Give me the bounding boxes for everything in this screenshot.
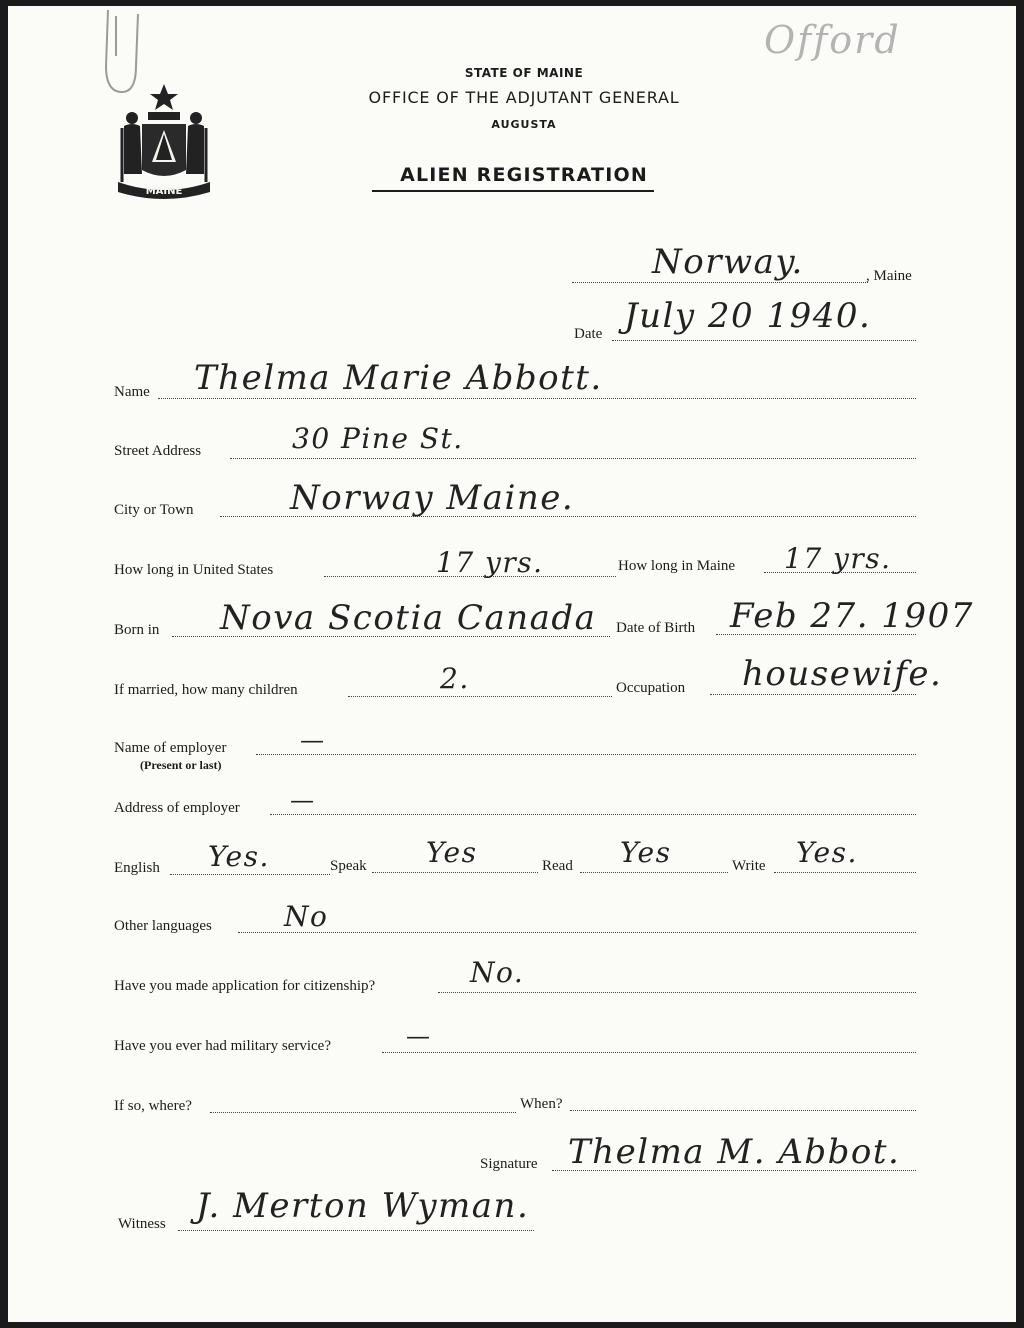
witness-line [178, 1230, 534, 1231]
name-value: Thelma Marie Abbott. [194, 358, 603, 398]
write-line [774, 872, 916, 873]
office-heading: OFFICE OF THE ADJUTANT GENERAL [368, 88, 680, 107]
children-line [348, 696, 612, 697]
military-label: Have you ever had military service? [114, 1038, 331, 1054]
city-value: Norway Maine. [290, 478, 575, 518]
speak-line [372, 872, 538, 873]
speak-value: Yes [426, 836, 478, 869]
state-heading: STATE OF MAINE [464, 66, 584, 80]
maine-seal-icon [108, 78, 220, 203]
where-label: If so, where? [114, 1098, 192, 1114]
citizenship-line [438, 992, 916, 993]
seal-text: MAINE [145, 186, 183, 197]
employer-label: Name of employer [114, 740, 227, 756]
town-suffix-label: , Maine [866, 268, 912, 284]
occupation-line [710, 694, 916, 695]
corner-note: Offord [764, 18, 901, 62]
write-value: Yes. [796, 836, 858, 869]
town-line [572, 282, 868, 283]
write-label: Write [732, 858, 766, 874]
military-line [382, 1052, 916, 1053]
date-label: Date [574, 326, 603, 342]
where-line [210, 1112, 516, 1113]
employer-address-line [270, 814, 916, 815]
name-line [158, 398, 916, 399]
occupation-label: Occupation [616, 680, 686, 696]
born-label: Born in [114, 622, 160, 638]
employer-sublabel: (Present or last) [140, 758, 222, 772]
witness-label: Witness [118, 1216, 166, 1232]
when-line [570, 1110, 916, 1111]
children-value: 2. [440, 662, 470, 695]
street-line [230, 458, 916, 459]
howlong-me-label: How long in Maine [618, 558, 736, 574]
employer-address-label: Address of employer [114, 800, 240, 816]
dob-value: Feb 27. 1907 [730, 596, 974, 636]
occupation-value: housewife. [742, 654, 943, 694]
born-value: Nova Scotia Canada [220, 598, 597, 638]
street-value: 30 Pine St. [292, 422, 464, 455]
read-label: Read [542, 858, 573, 874]
howlong-us-value: 17 yrs. [436, 546, 544, 579]
other-languages-label: Other languages [114, 918, 212, 934]
signature-value: Thelma M. Abbot. [568, 1132, 901, 1172]
form-title: ALIEN REGISTRATION [400, 164, 648, 186]
date-line [612, 340, 916, 341]
name-label: Name [114, 384, 150, 400]
street-label: Street Address [114, 443, 202, 459]
city-heading: AUGUSTA [491, 118, 557, 131]
howlong-me-value: 17 yrs. [784, 542, 892, 575]
speak-label: Speak [330, 858, 367, 874]
employer-line [256, 754, 916, 755]
when-label: When? [520, 1096, 563, 1112]
employer-value: — [300, 726, 326, 754]
read-line [580, 872, 728, 873]
read-value: Yes [620, 836, 672, 869]
howlong-us-label: How long in United States [114, 562, 274, 578]
date-value: July 20 1940. [624, 296, 872, 336]
english-label: English [114, 860, 160, 876]
citizenship-value: No. [470, 956, 525, 989]
witness-value: J. Merton Wyman. [196, 1186, 530, 1226]
english-line [170, 874, 330, 875]
signature-label: Signature [480, 1156, 538, 1172]
title-underline [372, 190, 654, 192]
children-label: If married, how many children [114, 682, 298, 698]
employer-address-value: — [290, 786, 316, 814]
dob-label: Date of Birth [616, 620, 696, 636]
military-value: — [406, 1022, 432, 1050]
city-label: City or Town [114, 502, 194, 518]
registration-form [8, 6, 1016, 1322]
english-value: Yes. [208, 840, 270, 873]
other-languages-line [238, 932, 916, 933]
citizenship-label: Have you made application for citizenship? [114, 978, 376, 994]
other-languages-value: No [284, 900, 329, 933]
town-value: Norway. [652, 242, 804, 282]
